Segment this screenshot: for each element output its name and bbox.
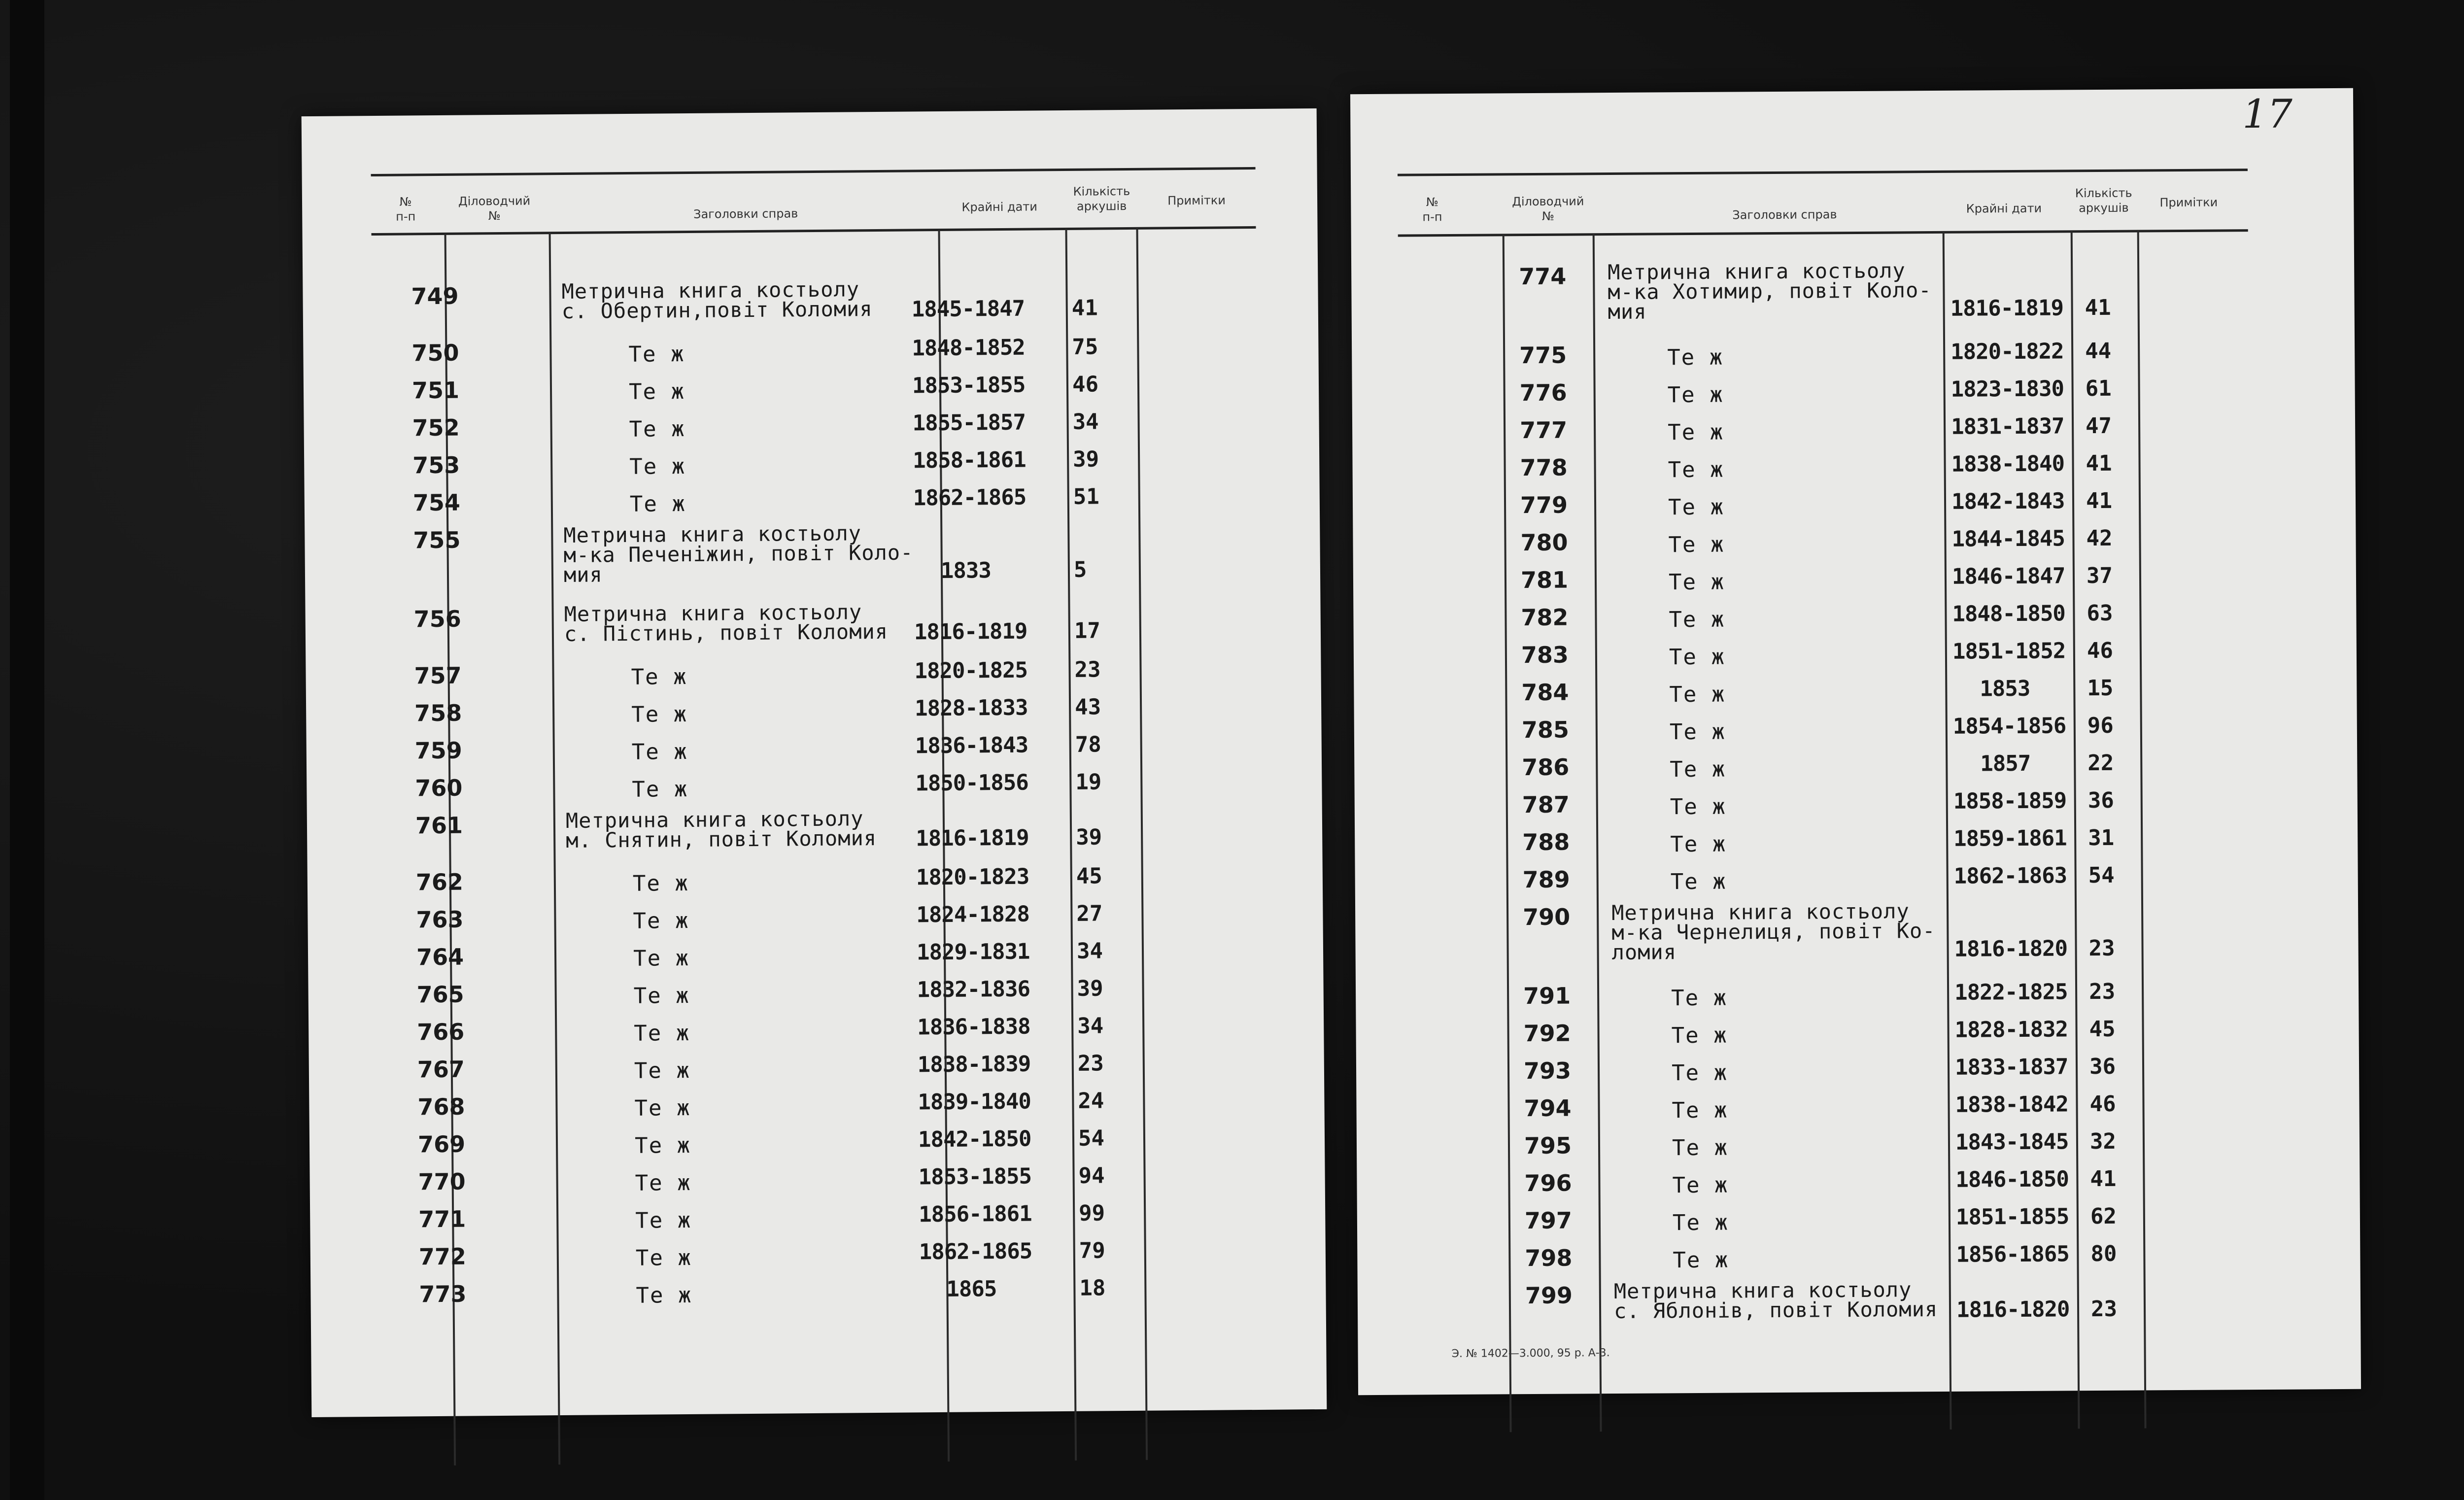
record-dates: 1856-1865	[1956, 1241, 2069, 1267]
record-sheets: 41	[2085, 295, 2111, 321]
record-dates: 1836-1843	[915, 732, 1028, 759]
record-sheets: 45	[2089, 1016, 2116, 1042]
record-title: Те ж	[632, 777, 688, 802]
record-number: 769	[417, 1130, 466, 1158]
record-sheets: 54	[1078, 1125, 1105, 1151]
film-edge-left	[10, 0, 44, 1500]
archive-page-right	[1350, 88, 2361, 1395]
record-dates: 1843-1845	[1955, 1129, 2069, 1155]
record-dates: 1822-1825	[1954, 979, 2068, 1005]
record-title: Те ж	[629, 454, 686, 479]
record-number: 775	[1519, 341, 1567, 369]
table-row	[307, 806, 1102, 852]
record-dates: 1820-1825	[914, 657, 1028, 684]
record-sheets: 79	[1079, 1238, 1105, 1263]
record-sheets: 36	[2089, 1054, 2116, 1080]
record-dates: 1865	[946, 1276, 997, 1302]
record-number: 761	[415, 812, 463, 839]
record-title: Те ж	[1670, 869, 1727, 895]
header-col-dates: Крайні дати	[1966, 201, 2042, 216]
record-number: 752	[412, 414, 460, 442]
record-title: Те ж	[1668, 532, 1725, 558]
record-number: 754	[412, 489, 461, 516]
record-sheets: 32	[2089, 1128, 2117, 1155]
table-row	[305, 600, 1101, 646]
record-dates: 1832-1836	[917, 976, 1030, 1003]
record-title: Те ж	[631, 739, 688, 765]
header-col-sheets: Кількість аркушів	[2075, 186, 2132, 215]
record-number: 763	[416, 906, 464, 933]
record-dates: 1855-1857	[912, 409, 1026, 436]
record-dates: 1842-1850	[918, 1126, 1031, 1153]
record-number: 767	[417, 1056, 465, 1083]
record-dates: 1842-1843	[1951, 488, 2065, 514]
record-number: 774	[1519, 263, 1567, 290]
record-sheets: 41	[1071, 295, 1098, 321]
record-dates: 1859-1861	[1953, 825, 2067, 852]
record-number: 766	[417, 1018, 465, 1046]
record-number: 759	[414, 737, 463, 764]
header-col-dates: Крайні дати	[961, 200, 1037, 214]
record-sheets: 63	[2087, 600, 2113, 626]
record-number: 778	[1520, 454, 1568, 481]
record-number: 773	[419, 1280, 467, 1308]
table-row	[309, 1163, 1105, 1204]
record-dates: 1816-1819	[916, 825, 1029, 852]
record-title: Те ж	[636, 1282, 692, 1308]
record-dates: 1862-1865	[919, 1238, 1032, 1265]
record-number: 749	[411, 282, 459, 310]
record-title: Те ж	[1669, 644, 1726, 670]
column-divider	[1593, 234, 1602, 1432]
record-dates: 1838-1840	[1951, 451, 2065, 477]
record-dates: 1833-1837	[1954, 1054, 2068, 1080]
record-number: 750	[411, 339, 459, 367]
record-number: 794	[1524, 1094, 1572, 1122]
column-divider	[1503, 235, 1512, 1432]
header-col-title: Заголовки справ	[1732, 207, 1837, 222]
header-col-notes: Примітки	[2159, 195, 2218, 210]
record-sheets: 23	[2088, 935, 2115, 961]
record-sheets: 5	[1073, 557, 1087, 582]
record-dates: 1857	[1980, 750, 2031, 777]
record-sheets: 99	[1078, 1200, 1105, 1226]
record-number: 756	[413, 605, 461, 633]
record-sheets: 43	[1074, 694, 1101, 720]
record-title: Те ж	[634, 1132, 691, 1159]
record-number: 777	[1519, 416, 1568, 444]
record-number: 783	[1521, 641, 1569, 669]
record-dates: 1828-1832	[1954, 1017, 2068, 1043]
record-dates: 1848-1850	[1952, 601, 2065, 627]
record-title: Те ж	[1670, 794, 1726, 820]
table-row	[309, 1125, 1105, 1166]
record-dates: 1853-1855	[912, 372, 1026, 399]
record-sheets: 46	[2087, 638, 2114, 664]
column-divider	[2071, 231, 2080, 1429]
record-sheets: 75	[1072, 334, 1098, 360]
record-title: Метрична книга костьолу с. Обертин,повіт Коломия	[561, 277, 873, 323]
record-dates: 1851-1852	[1952, 638, 2066, 664]
record-title: Те ж	[628, 379, 685, 405]
record-number: 784	[1521, 679, 1569, 706]
record-number: 776	[1519, 379, 1567, 407]
record-number: 760	[415, 774, 463, 802]
record-number: 787	[1522, 791, 1570, 818]
record-dates: 1820-1822	[1951, 339, 2064, 365]
record-dates: 1824-1828	[916, 901, 1030, 928]
record-sheets: 39	[1072, 446, 1099, 472]
record-sheets: 41	[2086, 450, 2112, 477]
record-number: 753	[412, 451, 460, 479]
column-divider	[549, 233, 561, 1465]
record-sheets: 42	[2086, 525, 2113, 551]
record-title: Те ж	[629, 491, 686, 517]
record-sheets: 39	[1076, 824, 1102, 850]
header-top-rule	[371, 167, 1256, 176]
record-number: 764	[416, 943, 464, 971]
header-top-rule	[1398, 169, 2248, 176]
record-sheets: 24	[1078, 1088, 1104, 1114]
record-dates: 1823-1830	[1951, 376, 2064, 402]
header-col-clerk: Діловодчий №	[1512, 194, 1584, 223]
record-title: Те ж	[1671, 985, 1728, 1011]
record-sheets: 54	[2088, 862, 2115, 888]
record-dates: 1846-1847	[1951, 563, 2065, 589]
record-sheets: 44	[2085, 338, 2112, 364]
record-dates: 1828-1833	[914, 695, 1028, 721]
record-dates: 1850-1856	[915, 770, 1028, 796]
record-sheets: 18	[1079, 1275, 1106, 1301]
record-sheets: 34	[1077, 1013, 1104, 1039]
record-sheets: 51	[1073, 484, 1099, 510]
header-col-title: Заголовки справ	[693, 206, 798, 221]
column-divider	[1136, 228, 1148, 1460]
record-sheets: 15	[2087, 675, 2114, 701]
table-row	[304, 446, 1099, 487]
record-sheets: 37	[2086, 563, 2113, 589]
header-bottom-rule	[1398, 229, 2248, 237]
record-title: Те ж	[1671, 1023, 1728, 1049]
record-dates: 1831-1837	[1951, 413, 2064, 440]
record-number: 789	[1522, 866, 1570, 893]
record-title: Метрична книга костьолу м-ка Чернелиця, повіт Ко- ломия	[1611, 899, 1936, 965]
record-number: 795	[1524, 1132, 1572, 1159]
record-number: 793	[1523, 1057, 1572, 1085]
record-title: Те ж	[1670, 756, 1726, 783]
record-dates: 1838-1839	[917, 1051, 1031, 1078]
record-sheets: 31	[2088, 825, 2115, 851]
record-number: 771	[418, 1205, 466, 1233]
record-number: 786	[1522, 753, 1570, 781]
header-col-notes: Примітки	[1167, 193, 1226, 208]
record-title: Метрична книга костьолу м. Снятин, повіт Коломия	[565, 806, 877, 852]
record-number: 798	[1525, 1244, 1573, 1272]
record-sheets: 96	[2087, 713, 2114, 739]
record-number: 791	[1523, 982, 1571, 1010]
record-sheets: 61	[2085, 375, 2112, 402]
record-dates: 1816-1819	[1950, 295, 2064, 321]
record-dates: 1845-1847	[911, 296, 1025, 322]
record-sheets: 23	[1074, 657, 1101, 682]
record-number: 796	[1524, 1169, 1572, 1197]
record-sheets: 27	[1076, 901, 1103, 926]
record-sheets: 62	[2090, 1203, 2117, 1229]
record-sheets: 23	[2090, 1296, 2118, 1322]
record-dates: 1846-1850	[1955, 1166, 2069, 1193]
table-row	[308, 1013, 1104, 1054]
record-dates: 1862-1865	[913, 484, 1027, 511]
record-number: 797	[1524, 1207, 1573, 1234]
record-sheets: 23	[2088, 979, 2116, 1005]
table-row	[310, 1275, 1106, 1316]
record-dates: 1816-1819	[914, 618, 1027, 645]
record-number: 751	[411, 376, 460, 404]
record-sheets: 46	[2089, 1091, 2116, 1117]
record-title: Метрична книга костьолу м-ка Хотимир, повіт Коло- мия	[1608, 258, 1932, 324]
record-sheets: 17	[1074, 618, 1101, 644]
column-divider	[1943, 232, 1952, 1430]
record-number: 768	[417, 1093, 465, 1121]
record-title: Те ж	[1672, 1172, 1729, 1198]
archive-page-left	[302, 108, 1327, 1417]
table-row	[306, 694, 1101, 735]
record-title: Те ж	[1668, 494, 1725, 520]
record-dates: 1858-1859	[1953, 788, 2067, 814]
record-sheets: 23	[1077, 1051, 1104, 1076]
record-title: Те ж	[1667, 344, 1724, 371]
record-sheets: 46	[1072, 372, 1099, 397]
record-title: Те ж	[1668, 569, 1725, 595]
record-number: 762	[415, 868, 464, 896]
record-number: 779	[1520, 491, 1568, 519]
record-dates: 1816-1820	[1954, 936, 2068, 962]
record-title: Те ж	[1669, 719, 1726, 745]
record-number: 788	[1522, 828, 1570, 856]
page-number: 17	[2242, 91, 2293, 137]
record-title: Те ж	[1672, 1135, 1729, 1161]
record-dates: 1838-1842	[1955, 1091, 2069, 1118]
record-dates: 1851-1855	[1955, 1204, 2069, 1230]
record-sheets: 36	[2088, 787, 2114, 814]
column-divider	[2137, 231, 2147, 1428]
record-sheets: 19	[1075, 769, 1102, 795]
record-title: Те ж	[1669, 607, 1725, 633]
record-number: 757	[414, 662, 462, 689]
record-dates: 1816-1820	[1956, 1296, 2070, 1323]
record-number: 792	[1523, 1020, 1571, 1047]
record-title: Те ж	[1672, 1097, 1728, 1124]
record-dates: 1848-1852	[912, 335, 1026, 361]
record-number: 780	[1520, 529, 1568, 556]
record-title: Те ж	[633, 945, 690, 971]
record-title: Те ж	[628, 341, 685, 367]
record-dates: 1820-1823	[916, 864, 1029, 890]
record-dates: 1856-1861	[919, 1201, 1032, 1227]
record-title: Те ж	[629, 416, 685, 442]
record-number: 755	[413, 526, 461, 554]
header-bottom-rule	[372, 226, 1256, 236]
record-title: Те ж	[635, 1170, 691, 1196]
record-title: Те ж	[634, 1057, 691, 1084]
record-number: 782	[1521, 604, 1569, 631]
record-sheets: 22	[2088, 750, 2114, 776]
record-title: Те ж	[1670, 831, 1727, 857]
record-sheets: 41	[2086, 488, 2113, 514]
record-dates: 1853-1855	[918, 1163, 1032, 1190]
record-sheets: 47	[2085, 413, 2112, 439]
record-title: Те ж	[631, 664, 687, 690]
record-title: Те ж	[634, 1020, 690, 1046]
record-title: Метрична книга костьолу м-ка Печеніжин, повіт Коло- мия	[563, 521, 914, 587]
record-title: Те ж	[1668, 419, 1724, 445]
record-dates: 1836-1838	[917, 1014, 1030, 1040]
header-col-no: № п-п	[1422, 195, 1442, 224]
record-dates: 1833	[940, 558, 992, 583]
record-number: 781	[1520, 566, 1569, 594]
record-title: Те ж	[635, 1245, 692, 1271]
record-number: 772	[418, 1243, 467, 1270]
record-sheets: 80	[2090, 1241, 2117, 1267]
record-dates: 1854-1856	[1952, 713, 2066, 739]
record-number: 799	[1525, 1282, 1573, 1309]
print-footer: Э. № 1402—3.000, 95 р. А-3.	[1451, 1347, 1610, 1361]
record-dates: 1853	[1980, 676, 2030, 702]
record-dates: 1858-1861	[912, 447, 1026, 474]
record-title: Метрична книга костьолу с. Пістинь, повіт Коломия	[564, 600, 889, 646]
record-title: Те ж	[633, 983, 690, 1009]
record-dates: 1844-1845	[1951, 526, 2065, 552]
record-title: Те ж	[1672, 1210, 1729, 1236]
record-sheets: 45	[1076, 863, 1103, 889]
record-sheets: 39	[1077, 976, 1103, 1001]
record-dates: 1839-1840	[918, 1089, 1031, 1115]
record-dates: 1862-1863	[1953, 863, 2067, 889]
record-title: Те ж	[1668, 457, 1724, 483]
record-title: Те ж	[631, 702, 688, 727]
record-title: Те ж	[1667, 382, 1724, 408]
record-title: Те ж	[1671, 1060, 1728, 1086]
header-col-sheets: Кількість аркушів	[1073, 184, 1130, 213]
record-sheets: 94	[1078, 1163, 1105, 1189]
record-sheets: 78	[1075, 732, 1101, 757]
record-title: Те ж	[635, 1207, 692, 1233]
record-title: Те ж	[1673, 1247, 1729, 1273]
record-number: 765	[416, 981, 464, 1008]
record-title: Те ж	[634, 1095, 691, 1121]
header-col-no: № п-п	[396, 195, 416, 224]
table-row	[303, 334, 1098, 375]
record-sheets: 34	[1072, 409, 1099, 435]
table-row	[310, 1238, 1105, 1279]
record-title: Метрична книга костьолу с. Яблонів, повіт Коломия	[1613, 1277, 1938, 1324]
record-dates: 1829-1831	[916, 939, 1030, 965]
record-title: Те ж	[1669, 682, 1726, 708]
record-title: Те ж	[632, 871, 689, 896]
record-title: Те ж	[633, 908, 689, 934]
record-number: 790	[1522, 903, 1571, 931]
record-number: 785	[1521, 716, 1570, 744]
record-number: 758	[414, 699, 462, 727]
header-col-clerk: Діловодчий №	[458, 194, 531, 223]
record-sheets: 41	[2090, 1166, 2117, 1192]
record-sheets: 34	[1076, 938, 1103, 964]
record-number: 770	[418, 1168, 466, 1195]
